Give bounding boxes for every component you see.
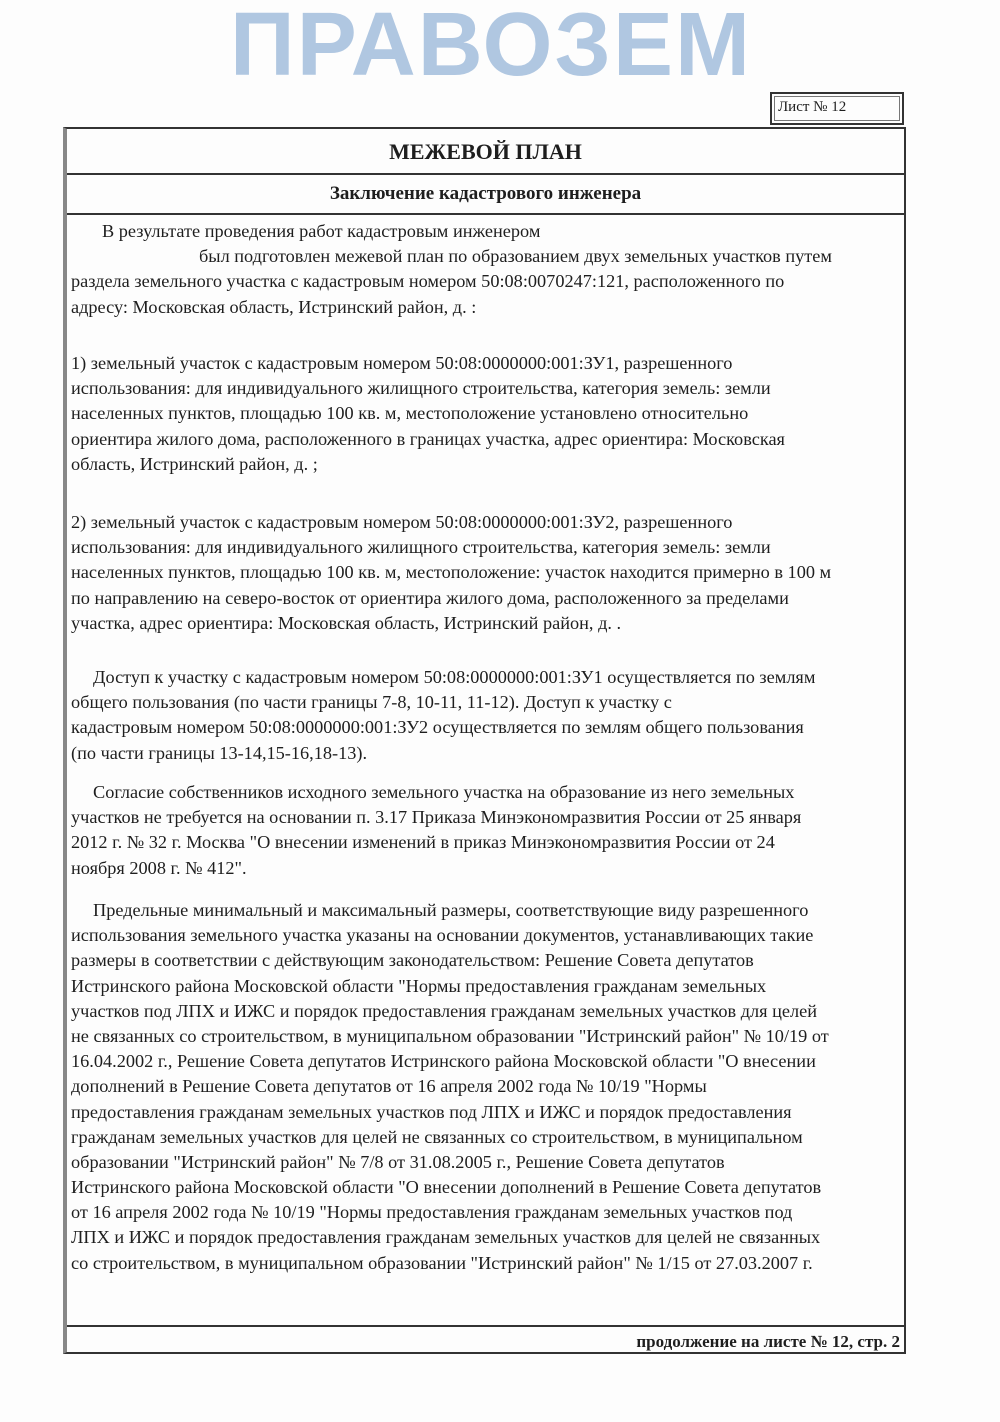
sheet-number-box [770,92,904,125]
text-line: населенных пунктов, площадью 100 кв. м, местоположение установлено относительно [71,403,749,424]
text-line: участков не требуется на основании п. 3.17 Приказа Минэкономразвития России от 25 января [71,807,802,828]
text-line: не связанных со строительством, в муниципальном образовании "Истринский район" № 10/19 от [71,1025,829,1046]
watermark: ПРАВОЗЕМ [230,0,752,95]
footer-divider [67,1325,904,1327]
text-line: область, Истринский район, д. ; [71,453,318,474]
text-line: (по части границы 13-14,15-16,18-13). [71,742,368,763]
text-line: участков под ЛПХ и ИЖС и порядок предоставления гражданам земельных участков для целей [71,1000,818,1021]
paragraph [71,351,904,477]
text-line: 16.04.2002 г., Решение Совета депутатов Истринского района Московской области "О внесении [71,1051,816,1072]
sheet-number: Лист № 12 [778,99,847,115]
text-line: использования земельного участка указаны на основании документов, устанавливающих такие [71,925,814,946]
text-line: Истринского района Московской области "Нормы предоставления гражданам земельных [71,975,767,996]
text-line: адресу: Московская область, Истринский район, д. : [71,296,477,317]
text-line: был подготовлен межевой план по образованием двух земельных участков путем [199,246,832,267]
text-line: общего пользования (по части границы 7-8, 10-11, 11-12). Доступ к участку с [71,692,672,713]
text-line: Согласие собственников исходного земельного участка на образование из него земельных [93,782,795,802]
document-title: МЕЖЕВОЙ ПЛАН [67,129,904,175]
text-line: 2012 г. № 32 г. Москва "О внесении изменений в приказ Минэкономразвития России от 24 [71,832,775,853]
text-line: 2) земельный участок с кадастровым номером 50:08:0000000:001:ЗУ2, разрешенного [71,512,733,532]
text-line: населенных пунктов, площадью 100 кв. м, местоположение: участок находится примерно в 100 м [71,562,832,583]
text-line: Истринского района Московской области "О внесении дополнений в Решение Совета депутатов [71,1177,822,1198]
text-line: размеры в соответствии с действующим законодательством: Решение Совета депутатов [71,950,754,971]
text-line: ориентира жилого дома, расположенного в границах участка, адрес ориентира: Московская [71,428,785,449]
text-line: использования: для индивидуального жилищного строительства, категория земель: земли [71,378,771,399]
text-line: раздела земельного участка с кадастровым номером 50:08:0070247:121, расположенного по [71,271,785,292]
document-frame [63,127,906,1354]
text-line: гражданам земельных участков для целей не связанных со строительством, в муниципальном [71,1126,803,1147]
paragraph [71,898,904,1276]
text-line: по направлению на северо-восток от ориентира жилого дома, расположенного за пределами [71,587,789,608]
text-line: Доступ к участку с кадастровым номером 50:08:0000000:001:ЗУ1 осуществляется по землям [93,667,816,687]
text-line: дополнений в Решение Совета депутатов от 16 апреля 2002 года № 10/19 "Нормы [71,1076,707,1097]
text-line: В результате проведения работ кадастровым инженером [102,221,541,241]
paragraph [71,780,904,881]
paragraph [71,219,904,320]
section-title: Заключение кадастрового инженера [67,173,904,215]
paragraph [71,665,904,766]
text-line: кадастровым номером 50:08:0000000:001:ЗУ2 осуществляется по землям общего пользования [71,717,804,738]
paragraph [71,510,904,636]
text-line: 1) земельный участок с кадастровым номером 50:08:0000000:001:ЗУ1, разрешенного [71,353,733,373]
text-line: предоставления гражданам земельных участков под ЛПХ и ИЖС и порядок предоставления [71,1101,792,1122]
continuation-note: продолжение на листе № 12, стр. 2 [636,1332,900,1351]
text-line: со строительством, в муниципальном образовании "Истринский район" № 1/15 от 27.03.2007 г. [71,1252,813,1273]
text-line: от 16 апреля 2002 года № 10/19 "Нормы предоставления гражданам земельных участков под [71,1202,793,1223]
text-line: ноября 2008 г. № 412". [71,857,247,878]
text-line: образовании "Истринский район" № 7/8 от 31.08.2005 г., Решение Совета депутатов [71,1151,725,1172]
text-line: участка, адрес ориентира: Московская область, Истринский район, д. . [71,612,622,633]
text-line: Предельные минимальный и максимальный размеры, соответствующие виду разрешенного [93,900,809,920]
text-line: ЛПХ и ИЖС и порядок предоставления гражданам земельных участков для целей не связанных [71,1227,821,1248]
text-line: использования: для индивидуального жилищного строительства, категория земель: земли [71,537,771,558]
